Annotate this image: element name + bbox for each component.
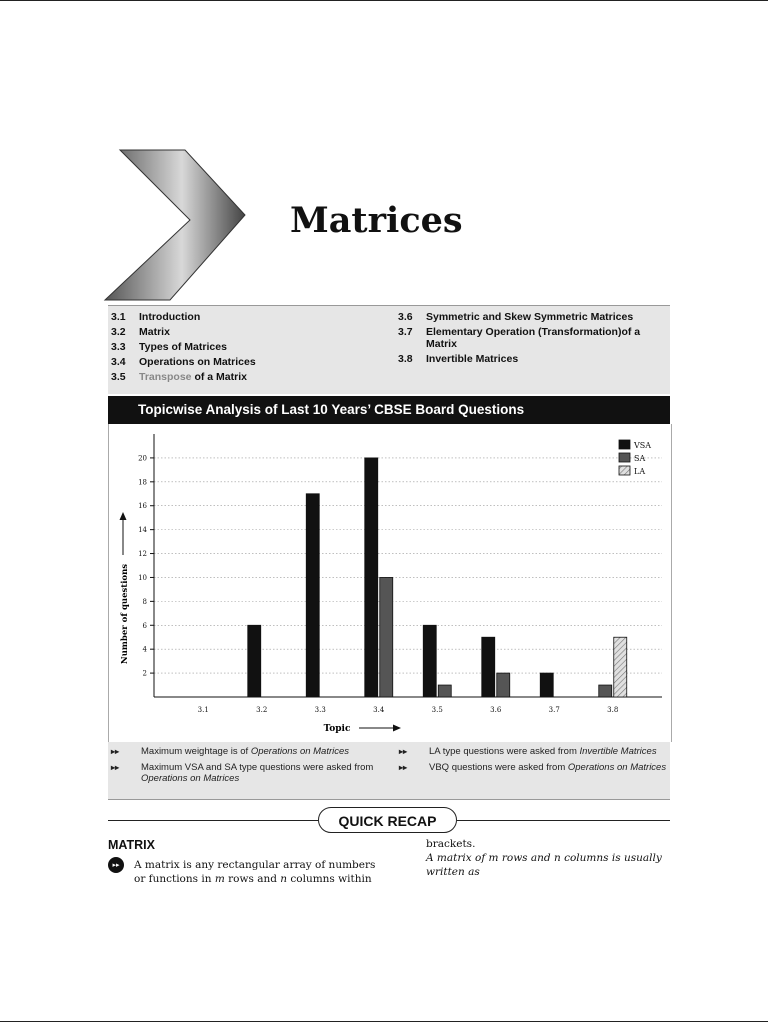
toc-item-label: Operations on Matrices — [139, 356, 256, 368]
legend-label-la: LA — [634, 467, 646, 476]
recap-point-text: A matrix is any rectangular array of numbers or functions in m rows and n columns within — [134, 859, 376, 885]
chapter-chevron-graphic — [100, 145, 260, 305]
observations-right — [399, 746, 667, 778]
x-tick-label: 3.4 — [373, 706, 385, 714]
toc-item-number: 3.4 — [111, 356, 126, 368]
toc-item-label: Invertible Matrices — [426, 353, 519, 365]
bar-sa-3.4 — [380, 577, 393, 697]
toc-item-label — [139, 371, 371, 383]
x-tick-label: 3.3 — [314, 706, 326, 714]
double-arrow-icon: ▸▸ — [111, 747, 120, 756]
recap-definition: A matrix of m rows and n columns is usually written as — [426, 852, 662, 878]
bullet-circle-icon: ▸▸ — [108, 857, 124, 873]
y-axis-arrow — [120, 512, 127, 555]
toc-item-number: 3.2 — [111, 326, 126, 338]
bar-la-3.8 — [614, 637, 627, 697]
bar-sa-3.5 — [438, 685, 451, 697]
y-tick-label: 2 — [142, 669, 147, 678]
recap-point — [108, 858, 383, 886]
section-heading: MATRIX — [108, 838, 155, 852]
legend-label-sa: SA — [634, 454, 646, 463]
top-rule — [0, 0, 768, 1]
toc-item-number: 3.1 — [111, 311, 126, 323]
toc-item[interactable] — [111, 371, 371, 383]
legend-swatch-vsa — [619, 440, 630, 449]
double-arrow-icon: ▸▸ — [399, 763, 408, 772]
chart-gridlines — [154, 458, 662, 673]
observation-item — [399, 762, 667, 773]
toc-item-label: Types of Matrices — [139, 341, 227, 353]
recap-continuation-line: brackets. — [426, 838, 476, 850]
x-axis-title: Topic — [323, 724, 351, 734]
quick-recap-heading: QUICK RECAP — [318, 807, 457, 833]
toc-item-number: 3.5 — [111, 371, 126, 383]
observations-left — [111, 746, 383, 789]
toc-left-column — [111, 311, 371, 386]
toc-item[interactable] — [111, 341, 371, 353]
y-tick-label: 8 — [142, 597, 147, 606]
toc-right-column — [398, 311, 668, 368]
x-tick-label: 3.8 — [607, 706, 619, 714]
toc-item[interactable] — [111, 311, 371, 323]
toc-item-label: Introduction — [139, 311, 201, 323]
y-tick-label: 16 — [138, 502, 147, 511]
chart-svg — [109, 424, 671, 742]
bar-sa-3.8 — [599, 685, 612, 697]
bar-vsa-3.6 — [482, 637, 495, 697]
recap-rule-left — [108, 820, 318, 821]
toc-item-label: Matrix — [139, 326, 170, 338]
observation-text: Maximum weightage is of Operations on Matrices — [141, 746, 350, 757]
bar-vsa-3.4 — [365, 458, 378, 697]
observation-item — [111, 746, 383, 757]
toc-item-number: 3.8 — [398, 353, 413, 365]
bar-vsa-3.3 — [306, 494, 319, 697]
double-arrow-icon: ▸▸ — [111, 763, 120, 772]
observation-text: LA type questions were asked from Invertible Matrices — [429, 746, 657, 757]
y-axis-title-group — [120, 564, 130, 664]
chapter-title: Matrices — [290, 200, 463, 241]
x-tick-label: 3.7 — [548, 706, 560, 714]
topic-analysis-chart — [108, 424, 672, 742]
legend-swatch-la — [619, 466, 630, 475]
observation-text: VBQ questions were asked from Operations on Matrices — [429, 762, 667, 773]
x-axis-ticks — [198, 706, 619, 714]
toc-item-number: 3.6 — [398, 311, 413, 323]
bottom-rule — [0, 1021, 768, 1022]
y-tick-label: 10 — [138, 573, 147, 582]
x-tick-label: 3.2 — [256, 706, 268, 714]
y-tick-label: 20 — [138, 454, 147, 463]
key-observations — [108, 742, 670, 800]
chart-legend — [619, 440, 651, 476]
y-tick-label: 12 — [138, 550, 147, 559]
toc-item-label: Symmetric and Skew Symmetric Matrices — [426, 311, 634, 323]
toc-item[interactable] — [398, 326, 668, 350]
recap-continuation — [426, 837, 676, 879]
chapter-contents — [108, 305, 670, 394]
y-tick-label: 4 — [142, 645, 147, 654]
toc-item[interactable] — [111, 356, 371, 368]
x-tick-label: 3.6 — [490, 706, 502, 714]
legend-swatch-sa — [619, 453, 630, 462]
observation-item — [111, 762, 383, 784]
x-axis-arrow — [359, 725, 401, 732]
bar-vsa-3.7 — [540, 673, 553, 697]
toc-item-label-rest: of a Matrix — [191, 371, 247, 383]
y-axis-ticks — [138, 454, 154, 677]
x-tick-label: 3.1 — [197, 706, 209, 714]
toc-item[interactable] — [111, 326, 371, 338]
y-tick-label: 14 — [138, 526, 147, 535]
toc-item-number: 3.3 — [111, 341, 126, 353]
recap-rule-right — [457, 820, 670, 821]
toc-item[interactable] — [398, 353, 668, 365]
analysis-band-title: Topicwise Analysis of Last 10 Years’ CBSE Board Questions — [108, 396, 670, 424]
observation-item — [399, 746, 667, 757]
legend-label-vsa: VSA — [634, 441, 652, 450]
toc-item-label-gray: Transpose — [139, 371, 192, 383]
toc-item-label: Elementary Operation (Transformation)of a Matrix — [426, 326, 641, 350]
double-arrow-icon: ▸▸ — [399, 747, 408, 756]
toc-item-number: 3.7 — [398, 326, 413, 338]
observation-text: Maximum VSA and SA type questions were asked from Operations on Matrices — [141, 762, 374, 784]
x-tick-label: 3.5 — [431, 706, 443, 714]
bar-vsa-3.2 — [248, 625, 261, 697]
bar-vsa-3.5 — [423, 625, 436, 697]
toc-item[interactable] — [398, 311, 668, 323]
y-axis-title: Number of questions — [120, 563, 130, 665]
bar-sa-3.6 — [497, 673, 510, 697]
y-tick-label: 18 — [138, 478, 147, 487]
y-tick-label: 6 — [142, 621, 147, 630]
